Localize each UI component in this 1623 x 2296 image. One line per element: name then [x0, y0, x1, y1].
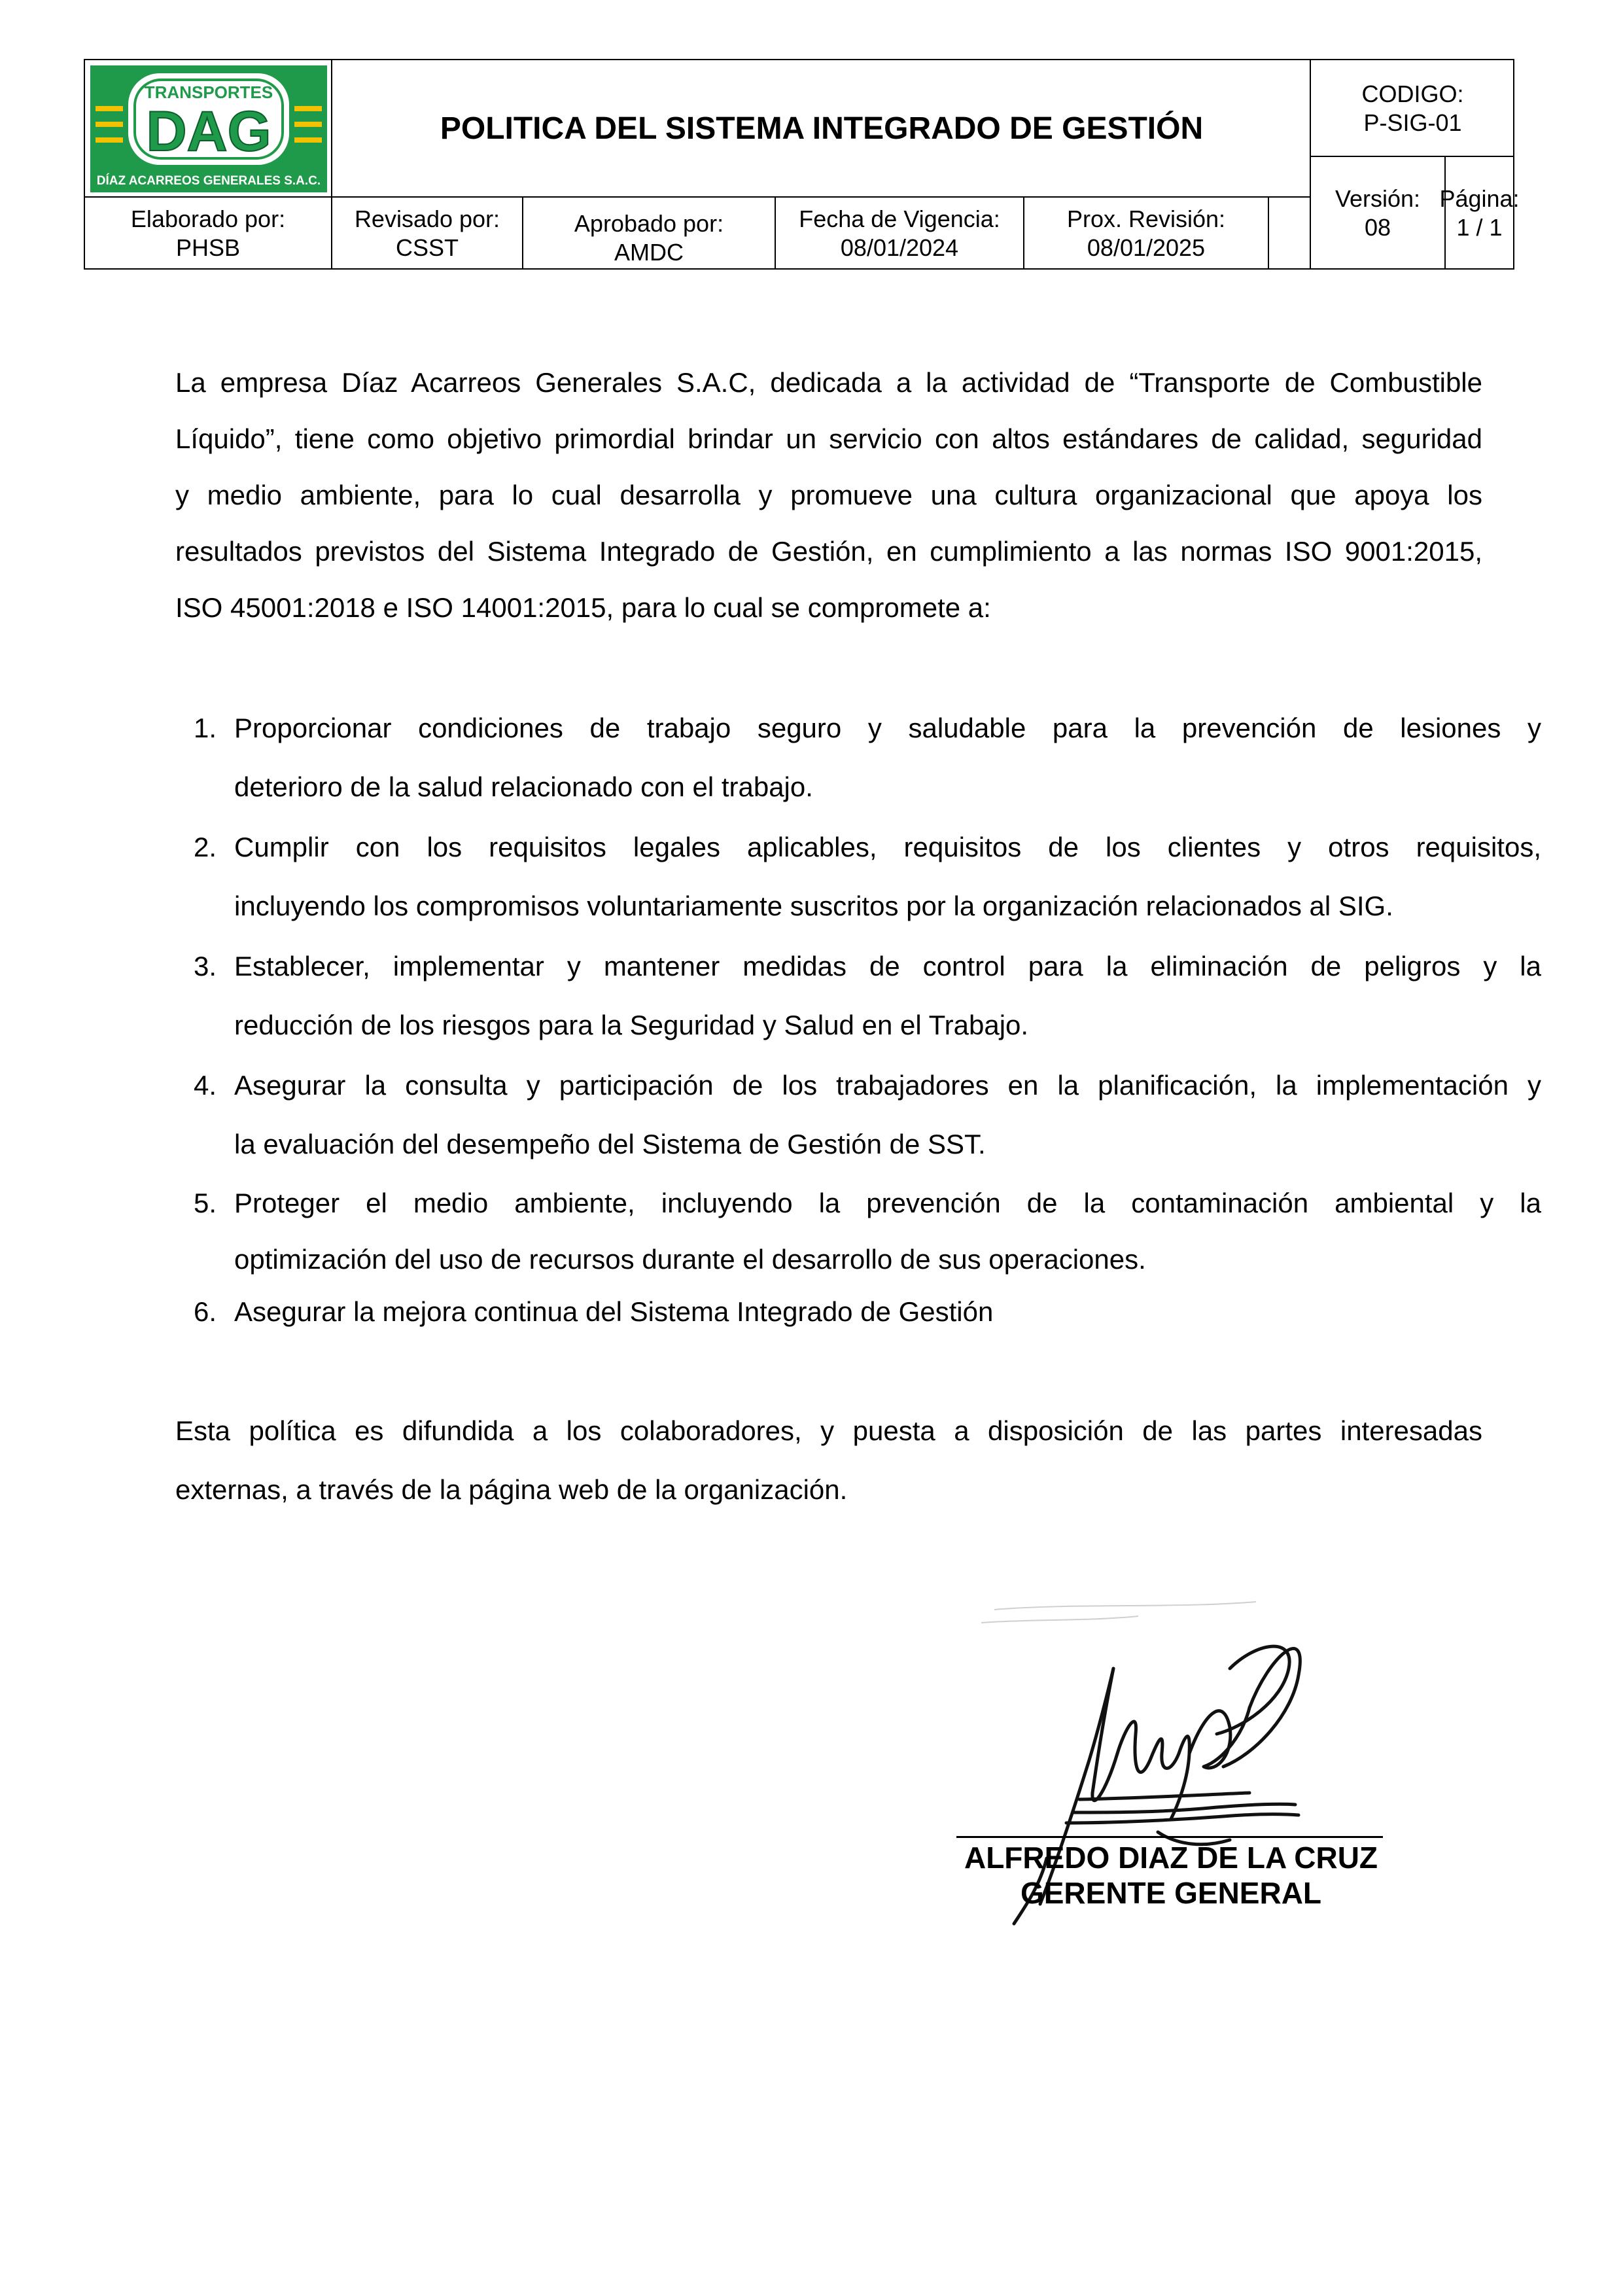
list-line: Proteger el medio ambiente, incluyendo la prevención de la contaminación ambiental y la: [234, 1188, 1541, 1218]
version-cell: [1311, 157, 1444, 270]
elaborado-value: PHSB: [175, 234, 241, 261]
list-line: Asegurar la consulta y participación de los trabajadores en la planificación, la implementación y: [234, 1070, 1541, 1101]
revision-cell: [1024, 198, 1268, 270]
list-line: incluyendo los compromisos voluntariamente suscritos por la organización relacionados al SIG.: [234, 891, 1393, 921]
intro-line: y medio ambiente, para lo cual desarrolla y promueve una cultura organizacional que apoya los: [175, 480, 1482, 510]
list-number: 1.: [194, 713, 217, 743]
closing-line: Esta política es difundida a los colaboradores, y puesta a disposición de las partes interesadas: [175, 1415, 1482, 1446]
elaborado-cell: [85, 198, 331, 270]
signatory-position: GERENTE GENERAL: [1020, 1876, 1322, 1910]
closing-paragraph: [175, 1402, 1482, 1519]
list-line: reducción de los riesgos para la Seguridad y Salud en el Trabajo.: [234, 1010, 1029, 1040]
version-value: 08: [1364, 214, 1391, 241]
logo-cell: [85, 60, 332, 198]
intro-line: ISO 45001:2018 e ISO 14001:2015, para lo cual se compromete a:: [175, 592, 991, 623]
vigencia-label: Fecha de Vigencia:: [799, 205, 1000, 232]
document-code-cell: [1311, 60, 1514, 157]
vigencia-value: 08/01/2024: [840, 234, 959, 261]
code-value: P-SIG-01: [1363, 109, 1462, 136]
version-label: Versión:: [1335, 185, 1421, 212]
list-line: deterioro de la salud relacionado con el trabajo.: [234, 771, 813, 802]
list-item: [175, 818, 1541, 936]
intro-paragraph: [175, 355, 1482, 636]
document-title: POLITICA DEL SISTEMA INTEGRADO DE GESTIÓN: [440, 111, 1204, 146]
aprobado-label: Aprobado por:: [574, 210, 724, 237]
intro-line: Líquido”, tiene como objetivo primordial brindar un servicio con altos estándares de calidad, seguridad: [175, 423, 1482, 454]
list-item: [175, 1056, 1541, 1174]
list-line: optimización del uso de recursos durante el desarrollo de sus operaciones.: [234, 1244, 1146, 1275]
list-line: Proporcionar condiciones de trabajo seguro y saludable para la prevención de lesiones y: [234, 713, 1541, 743]
elaborado-label: Elaborado por:: [130, 205, 286, 232]
list-item: [175, 1284, 1541, 1340]
signatory-name: ALFREDO DIAZ DE LA CRUZ: [964, 1841, 1378, 1875]
aprobado-value: AMDC: [614, 239, 684, 266]
document-header-table: [84, 59, 1520, 270]
list-number: 5.: [194, 1188, 217, 1218]
revision-value: 08/01/2025: [1087, 234, 1206, 261]
list-line: la evaluación del desempeño del Sistema de Gestión de SST.: [234, 1129, 986, 1159]
intro-line: La empresa Díaz Acarreos Generales S.A.C, dedicada a la actividad de “Transporte de Combustible: [175, 367, 1482, 398]
revision-label: Prox. Revisión:: [1066, 205, 1226, 232]
revisado-cell: [332, 198, 522, 270]
list-line: Establecer, implementar y mantener medidas de control para la eliminación de peligros y la: [234, 951, 1541, 981]
page-value: 1 / 1: [1456, 214, 1503, 241]
dag-logo-graphic: [90, 65, 327, 192]
list-line: Cumplir con los requisitos legales aplicables, requisitos de los clientes y otros requisitos,: [234, 832, 1541, 862]
code-label: CODIGO:: [1361, 80, 1464, 107]
signature-line: [956, 1836, 1383, 1838]
page-label: Página:: [1439, 185, 1520, 212]
list-number: 6.: [194, 1296, 217, 1327]
list-item: [175, 699, 1541, 817]
list-number: 4.: [194, 1070, 217, 1101]
list-item: [175, 1175, 1541, 1288]
svg-text:TRANSPORTES: TRANSPORTES: [144, 82, 273, 102]
vigencia-cell: [776, 198, 1023, 270]
page-cell-inner: [1439, 157, 1520, 270]
list-line: Asegurar la mejora continua del Sistema Integrado de Gestión: [234, 1296, 994, 1327]
closing-line: externas, a través de la página web de la organización.: [175, 1474, 848, 1505]
intro-line: resultados previstos del Sistema Integrado de Gestión, en cumplimiento a las normas ISO 9001:2015,: [175, 536, 1482, 567]
list-number: 2.: [194, 832, 217, 862]
signatory-block: [942, 1840, 1400, 1911]
company-logo: [90, 65, 327, 192]
revisado-label: Revisado por:: [354, 205, 500, 232]
list-number: 3.: [194, 951, 217, 981]
revisado-value: CSST: [395, 234, 459, 261]
list-item: [175, 937, 1541, 1055]
document-title-cell: [332, 60, 1311, 198]
svg-text:DÍAZ ACARREOS GENERALES S.A.C.: DÍAZ ACARREOS GENERALES S.A.C.: [96, 174, 321, 188]
svg-text:DAG: DAG: [146, 100, 271, 163]
aprobado-cell: [523, 198, 775, 270]
